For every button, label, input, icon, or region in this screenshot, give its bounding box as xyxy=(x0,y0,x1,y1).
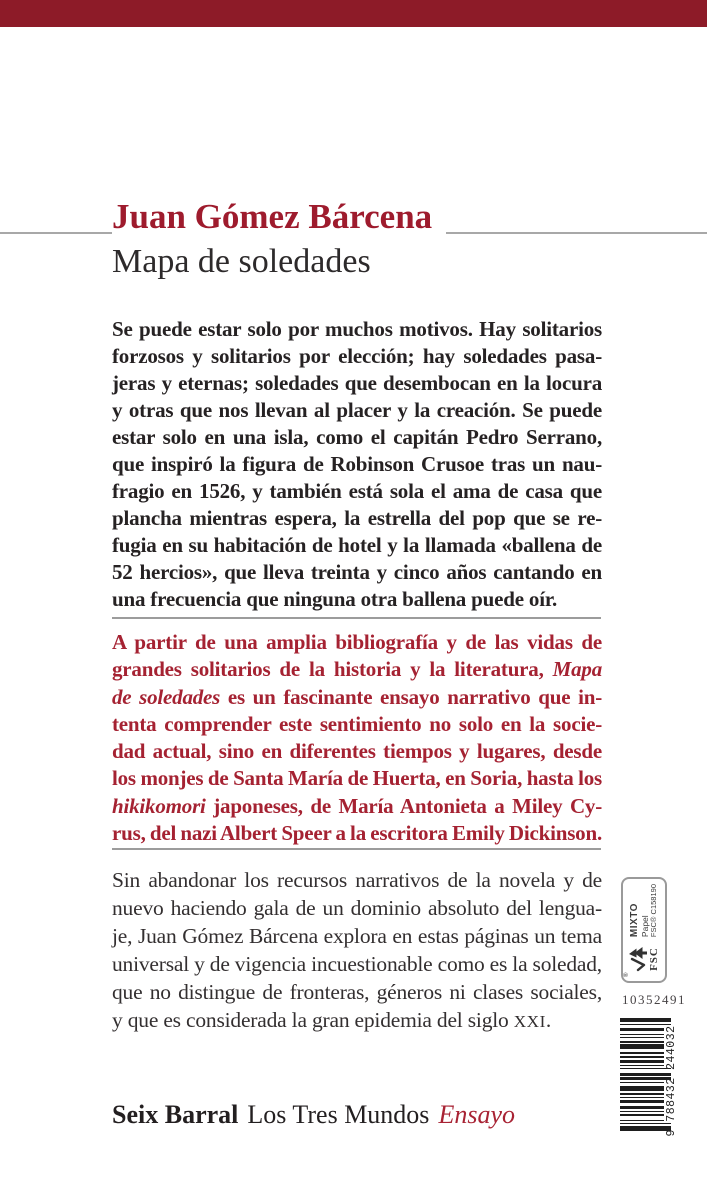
imprint-line xyxy=(112,1100,515,1130)
fsc-license-code: FSC® C158190 xyxy=(649,884,659,938)
registered-mark: ® xyxy=(624,972,630,977)
highlight-paragraph: A partir de una amplia bibliografía y de las vidas de grandes solitarios de la historia y la literatura, Mapa de soledades es un fascinante ensayo narrativo que in- tenta comprender este sentimiento no solo en la socie- dad actual, sino en diferentes tiempos y lugares, desde los monjes de Santa María de Huerta, en Soria, hasta los hikikomori japoneses, de María Antonieta a Miley Cy- rus, del nazi Albert Speer a la escritora Emily Dickinson. xyxy=(112,630,602,846)
series-name: Ensayo xyxy=(438,1100,515,1129)
book-title: Mapa de soledades xyxy=(112,243,371,280)
fsc-mixto-label: MIXTO xyxy=(629,903,641,938)
item-number: 10352491 xyxy=(622,992,686,1007)
divider-rule-bottom xyxy=(112,848,601,850)
closing-paragraph: Sin abandonar los recursos narrativos de la novela y de nuevo haciendo gala de un dominio absoluto del lengua- je, Juan Gómez Bárcena explora en estas páginas un tema universal y de vigencia incuestionable como es la soledad, que no distingue de fronteras, géneros ni clases sociales, y que es considerada la gran epidemia del siglo XXI. xyxy=(112,868,602,1032)
publisher-name: Seix Barral xyxy=(112,1100,239,1129)
divider-rule-top xyxy=(112,617,601,619)
fsc-tree-check-icon xyxy=(624,942,660,977)
fsc-papel-label: Papel xyxy=(639,915,650,938)
collection-name: Los Tres Mundos xyxy=(247,1100,430,1129)
fsc-certification-label xyxy=(621,877,667,983)
author-name: Juan Gómez Bárcena xyxy=(112,197,446,237)
ean-number: 9 788432 244032 xyxy=(665,1025,678,1137)
synopsis-paragraph: Se puede estar solo por muchos motivos. Hay solitarios forzosos y solitarios por elección; hay soledades pasa- jeras y eternas; soledades que desembocan en la locura y otras que nos llevan al placer y la creación. Se puede estar solo en una isla, como el capitán Pedro Serrano, que inspiró la figura de Robinson Crusoe tras un nau- fragio en 1526, y también está sola el ama de casa que plancha mientras espera, la estrella del pop que se re- fugia en su habitación de hotel y la llamada «ballena de 52 hercios», que lleva treinta y cinco años cantando en una frecuencia que ninguna otra ballena puede oír. xyxy=(112,317,602,611)
fsc-wordmark: FSC xyxy=(648,947,660,971)
top-red-band xyxy=(0,0,707,27)
